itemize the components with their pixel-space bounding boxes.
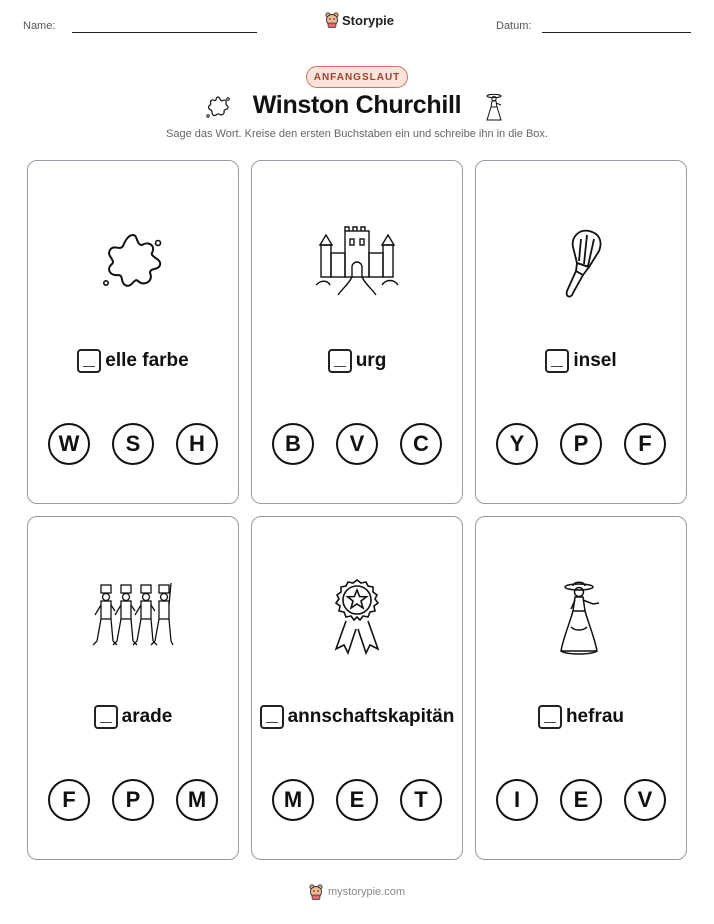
bear-mascot-icon: [309, 884, 323, 900]
letter-option[interactable]: V: [624, 779, 666, 821]
instruction-text: Sage das Wort. Kreise den ersten Buchstaben ein und schreibe ihn in die Box.: [166, 128, 548, 140]
answer-box[interactable]: [77, 349, 101, 373]
word-ending: arade: [121, 706, 173, 727]
storypie-logo: [325, 12, 394, 28]
footer: [0, 884, 714, 900]
word-prompt: [476, 349, 686, 373]
letter-option[interactable]: W: [48, 423, 90, 465]
letter-option[interactable]: B: [272, 423, 314, 465]
word-ending: elle farbe: [105, 350, 189, 371]
letter-option[interactable]: T: [400, 779, 442, 821]
category-badge: ANFANGSLAUT: [306, 66, 408, 88]
castle-icon: [312, 225, 402, 297]
exercise-card: [251, 160, 463, 504]
letter-option[interactable]: H: [176, 423, 218, 465]
name-field[interactable]: [72, 32, 257, 33]
letter-options: [476, 423, 686, 465]
letter-options: [28, 423, 238, 465]
letter-option[interactable]: Y: [496, 423, 538, 465]
letter-option[interactable]: P: [112, 779, 154, 821]
letter-options: [28, 779, 238, 821]
letter-option[interactable]: I: [496, 779, 538, 821]
exercise-card: [27, 160, 239, 504]
date-label: Datum:: [496, 20, 532, 32]
letter-options: [476, 779, 686, 821]
word-ending: urg: [355, 350, 387, 371]
letter-option[interactable]: F: [624, 423, 666, 465]
word-prompt: [252, 349, 462, 373]
letter-option[interactable]: E: [336, 779, 378, 821]
date-field[interactable]: [542, 32, 691, 33]
letter-option[interactable]: F: [48, 779, 90, 821]
letter-option[interactable]: S: [112, 423, 154, 465]
answer-box[interactable]: [538, 705, 562, 729]
footer-url[interactable]: mystorypie.com: [327, 886, 406, 898]
exercise-card: [251, 516, 463, 860]
word-prompt: [28, 705, 238, 729]
letter-options: [252, 423, 462, 465]
letter-option[interactable]: E: [560, 779, 602, 821]
marching-soldiers-icon: [91, 581, 175, 655]
letter-option[interactable]: C: [400, 423, 442, 465]
letter-option[interactable]: P: [560, 423, 602, 465]
brand-name: Storypie: [342, 12, 395, 28]
award-rosette-icon: [326, 577, 388, 657]
letter-option[interactable]: M: [176, 779, 218, 821]
paint-splat-icon: [98, 229, 168, 295]
letter-option[interactable]: V: [336, 423, 378, 465]
letter-options: [252, 779, 462, 821]
word-prompt: [28, 349, 238, 373]
word-ending: annschaftskapitän: [287, 706, 455, 727]
word-ending: hefrau: [565, 706, 625, 727]
answer-box[interactable]: [328, 349, 352, 373]
bear-mascot-icon: [325, 12, 339, 28]
exercise-card: [27, 516, 239, 860]
paintbrush-icon: [555, 227, 607, 299]
page-title: Winston Churchill: [252, 91, 462, 119]
letter-option[interactable]: M: [272, 779, 314, 821]
answer-box[interactable]: [94, 705, 118, 729]
answer-box[interactable]: [545, 349, 569, 373]
answer-box[interactable]: [260, 705, 284, 729]
exercise-card: [475, 160, 687, 504]
word-prompt: [252, 705, 462, 729]
exercise-card: [475, 516, 687, 860]
name-label: Name:: [23, 20, 56, 32]
word-ending: insel: [573, 350, 617, 371]
lady-in-dress-icon: [482, 92, 506, 122]
word-prompt: [476, 705, 686, 729]
lady-in-dress-icon: [555, 579, 607, 657]
